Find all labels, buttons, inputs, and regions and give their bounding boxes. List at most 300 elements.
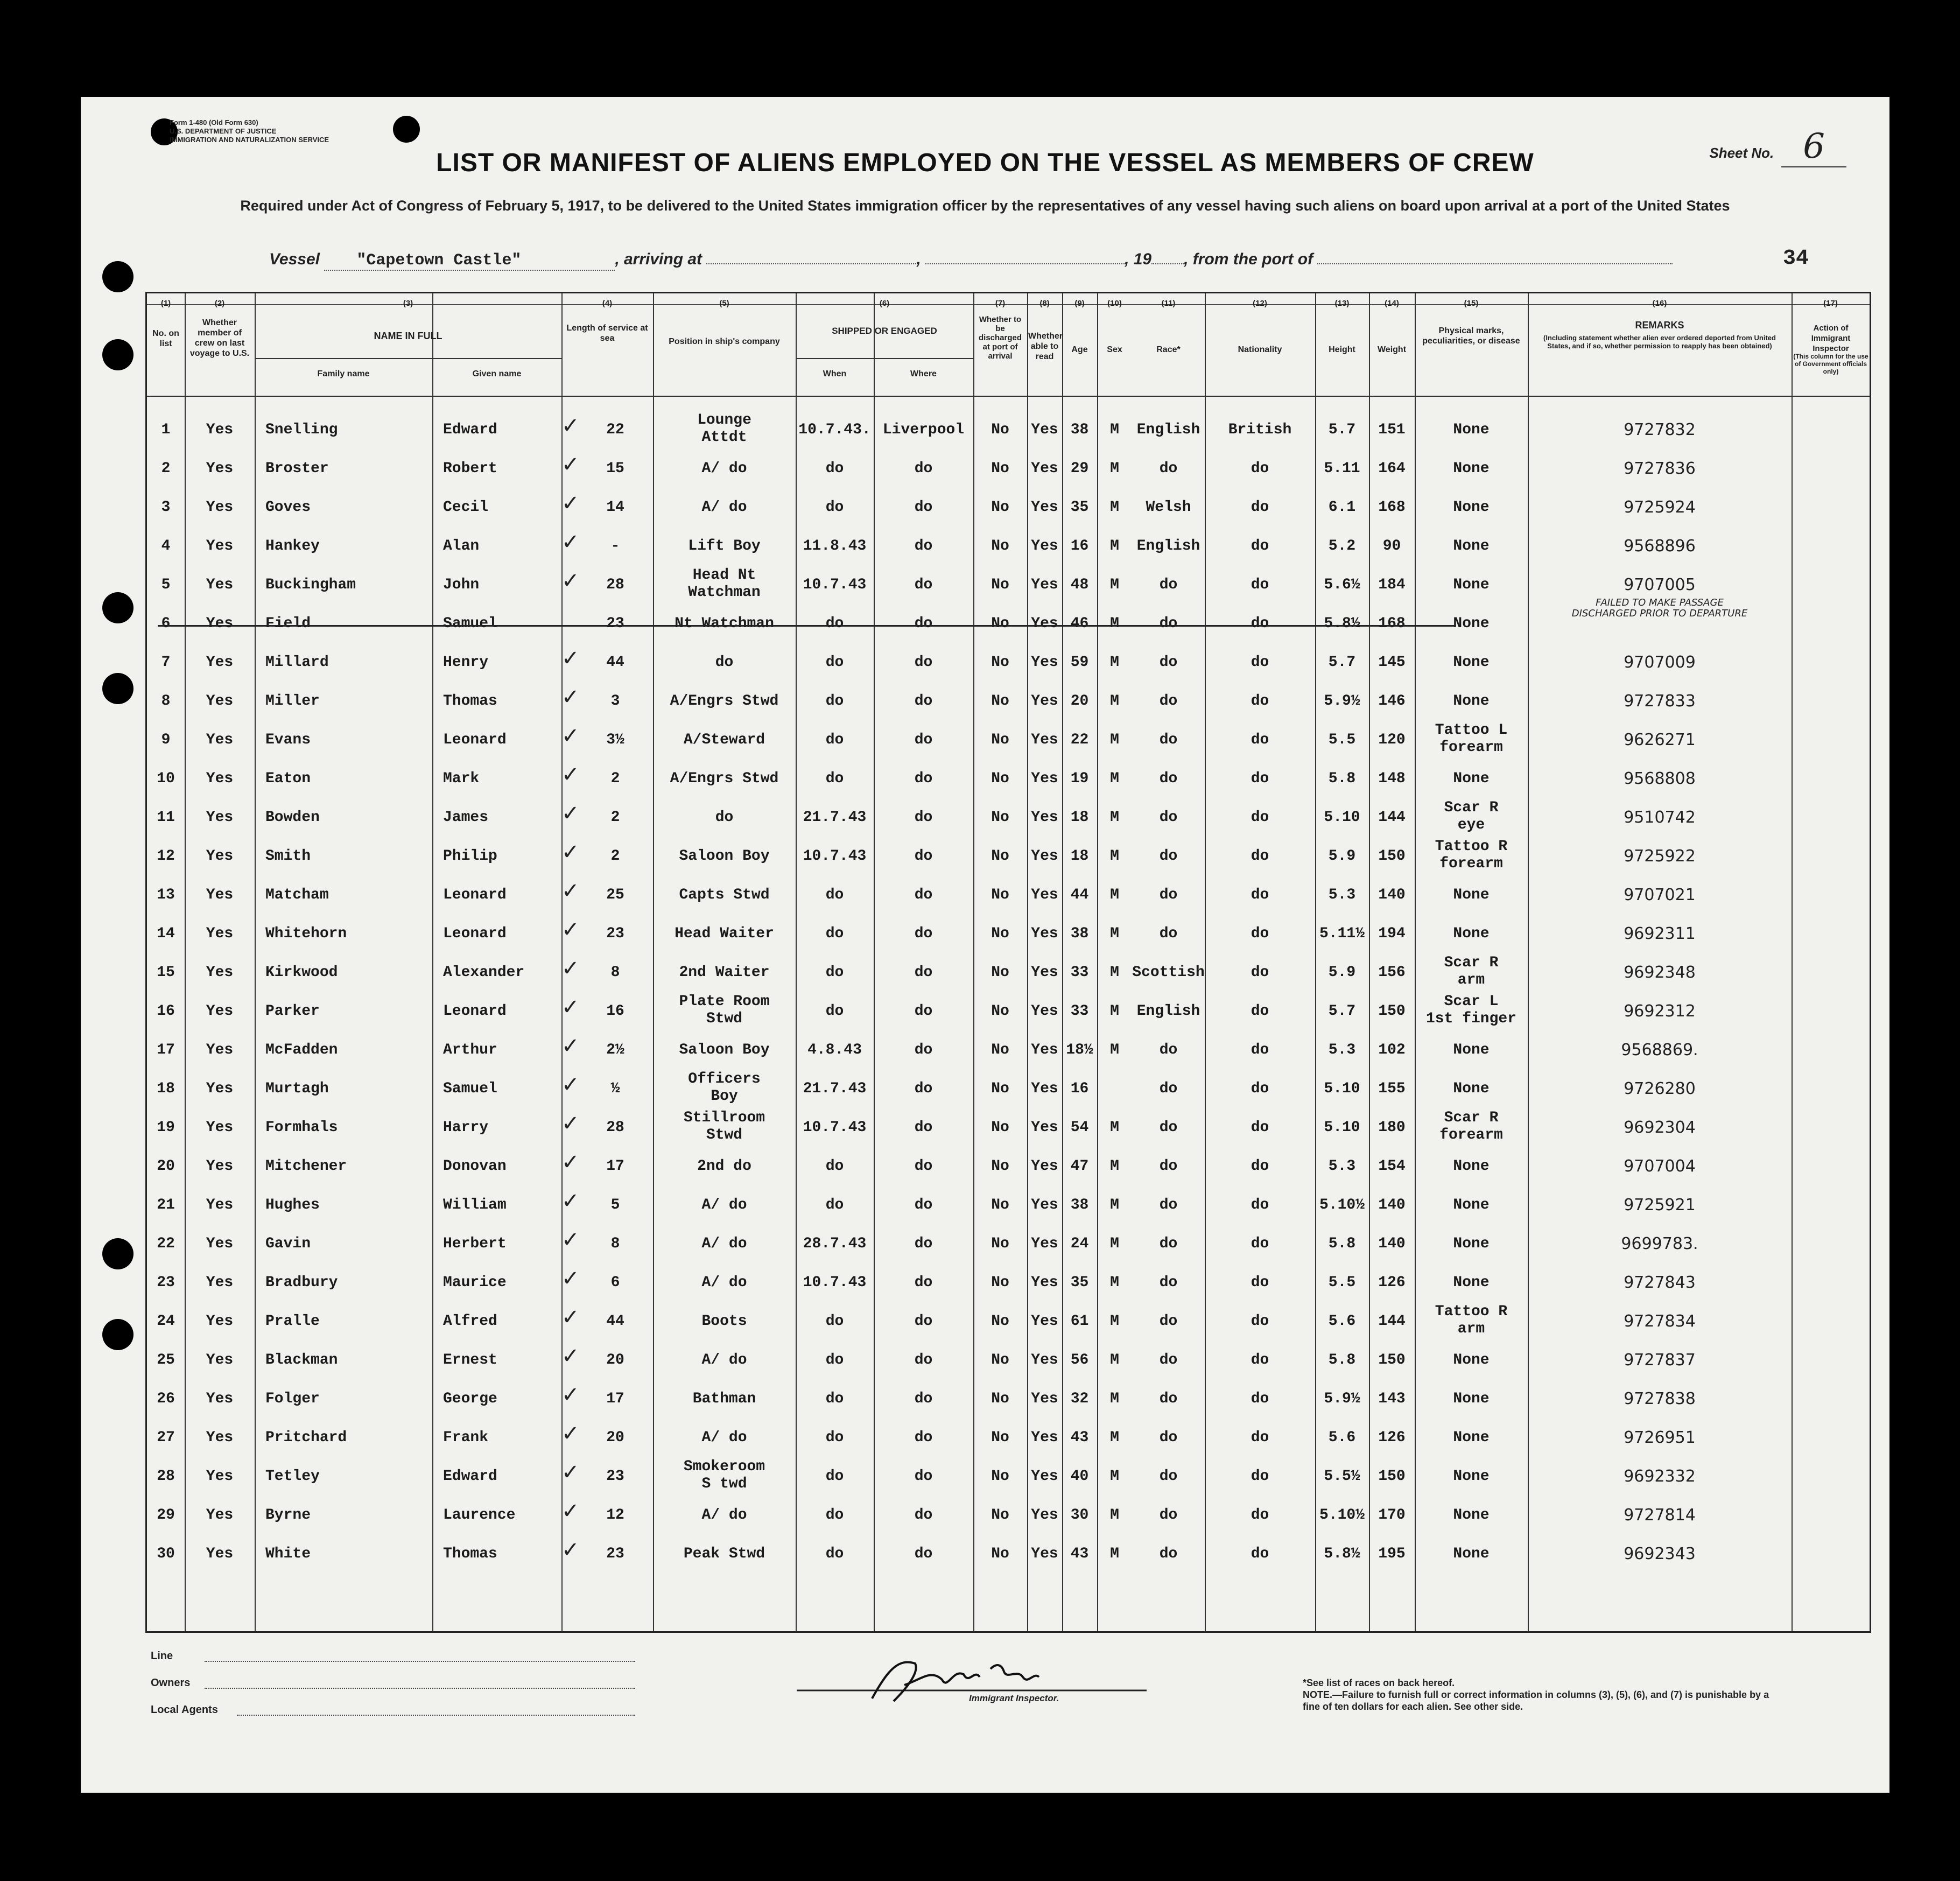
table-row (147, 489, 1870, 528)
cell-sex (1097, 1507, 1132, 1524)
cell-text: 5.10 (1324, 1080, 1360, 1097)
cell-text: 5.7 (1328, 1003, 1356, 1020)
cell-text: Head Waiter (675, 925, 774, 942)
cell-sex (1097, 1313, 1132, 1330)
cell-read (1027, 770, 1062, 788)
cell-discharged (973, 615, 1027, 633)
column-number: (8) (1039, 299, 1050, 308)
cell-text: 29 (1070, 460, 1089, 477)
cell-text: 8 (610, 1236, 620, 1252)
cell-where (874, 1507, 973, 1524)
cell-text: 9725921 (1624, 1196, 1696, 1215)
cell-member (185, 538, 255, 555)
cell-discharged (973, 1468, 1027, 1485)
cell-text: Harry (443, 1119, 489, 1136)
cell-text: forearm (1439, 739, 1503, 756)
cell-member (185, 460, 255, 478)
check-mark: ✓ (561, 1150, 580, 1175)
cell-text: No (991, 887, 1009, 903)
cell-text: do (1159, 887, 1178, 903)
cell-weight (1369, 1468, 1415, 1485)
check-mark: ✓ (561, 1344, 580, 1368)
table-row (147, 1536, 1870, 1575)
cell-when (796, 654, 874, 671)
cell-text: None (1453, 538, 1490, 555)
binder-hole (102, 1319, 134, 1350)
cell-where (874, 925, 973, 943)
cell-read (1027, 848, 1062, 865)
cell-given (432, 1352, 561, 1369)
cell-text: None (1453, 422, 1490, 438)
arriving-blank (706, 263, 916, 264)
cell-given (432, 654, 561, 671)
cell-text: Stillroom (683, 1110, 765, 1126)
cell-race (1132, 499, 1205, 516)
cell-no (147, 460, 185, 478)
cell-weight (1369, 422, 1415, 439)
cell-sex (1097, 693, 1132, 710)
cell-marks (1415, 1429, 1528, 1447)
cell-age (1062, 1468, 1097, 1485)
cell-nationality (1205, 770, 1315, 788)
cell-age (1062, 1119, 1097, 1136)
cell-given (432, 925, 561, 943)
cell-discharged (973, 925, 1027, 943)
cell-text: Pralle (265, 1313, 320, 1330)
cell-given (432, 538, 561, 555)
cell-age (1062, 693, 1097, 710)
cell-text: 35 (1070, 1274, 1089, 1291)
cell-text: Snelling (265, 422, 338, 438)
cell-member (185, 499, 255, 516)
form-header (170, 118, 396, 144)
cell-text: 180 (1378, 1119, 1406, 1136)
cell-race (1132, 1003, 1205, 1020)
cell-where (874, 1274, 973, 1292)
cell-text: do (1159, 1468, 1178, 1485)
cell-text: do (825, 1003, 844, 1020)
cell-text: M (1110, 964, 1119, 981)
cell-height (1315, 925, 1369, 943)
cell-text: do (914, 925, 933, 942)
cell-height (1315, 964, 1369, 981)
cell-text: 54 (1070, 1119, 1089, 1136)
cell-text: 5.10 (1324, 809, 1360, 826)
cell-family (255, 1119, 432, 1136)
cell-text: Nt Watchman (675, 615, 774, 632)
cell-text: Tattoo L (1435, 722, 1508, 739)
cell-text: do (1159, 732, 1178, 748)
column-number: (7) (995, 299, 1006, 308)
check-mark: ✓ (561, 724, 580, 748)
cell-race (1132, 1042, 1205, 1059)
cell-marks (1415, 722, 1528, 756)
cell-text: do (825, 693, 844, 710)
cell-text: No (991, 1158, 1009, 1175)
cell-text: Attdt (701, 429, 747, 446)
cell-given (432, 1158, 561, 1175)
cell-text: 9707004 (1624, 1157, 1696, 1176)
cell-text: do (914, 1274, 933, 1291)
cell-sex (1097, 460, 1132, 478)
cell-text: Yes (1031, 925, 1058, 942)
cell-text: 9692312 (1624, 1002, 1696, 1021)
cell-text: M (1110, 1119, 1119, 1136)
cell-no (147, 1003, 185, 1020)
cell-nationality (1205, 460, 1315, 478)
cell-weight (1369, 925, 1415, 943)
cell-text: M (1110, 1429, 1119, 1446)
cell-text: M (1110, 460, 1119, 477)
cell-text: Yes (1031, 615, 1058, 632)
cell-length (578, 422, 653, 439)
cell-text: 5.10½ (1319, 1507, 1365, 1524)
cell-where (874, 1546, 973, 1563)
cell-age (1062, 577, 1097, 594)
cell-read (1027, 1042, 1062, 1059)
cell-text: do (1251, 1391, 1269, 1407)
cell-text: M (1110, 1352, 1119, 1368)
cell-discharged (973, 1313, 1027, 1330)
cell-height (1315, 809, 1369, 826)
cell-text: A/ do (701, 1507, 747, 1524)
cell-text: do (1159, 1352, 1178, 1368)
cell-race (1132, 1429, 1205, 1447)
cell-text: Yes (1031, 1080, 1058, 1097)
cell-position (653, 1313, 796, 1330)
cell-text: No (991, 1197, 1009, 1213)
cell-text: No (991, 538, 1009, 555)
cell-text: None (1453, 1158, 1490, 1175)
cell-text: Yes (206, 615, 234, 632)
cell-text: Bowden (265, 809, 320, 826)
cell-text: Yes (1031, 1003, 1058, 1020)
table-row (147, 1148, 1870, 1187)
cell-sex (1097, 1197, 1132, 1214)
cell-text: 16 (1070, 1080, 1089, 1097)
owners-blank (205, 1688, 635, 1689)
cell-text: do (914, 1042, 933, 1058)
cell-text: Yes (1031, 1507, 1058, 1524)
cell-text: 9692311 (1624, 924, 1696, 943)
cell-text: Yes (206, 1274, 234, 1291)
cell-text: M (1110, 1468, 1119, 1485)
cell-text: M (1110, 693, 1119, 710)
cell-discharged (973, 1042, 1027, 1059)
year-blank (1151, 263, 1184, 264)
cell-text: 144 (1378, 1313, 1406, 1330)
cell-height (1315, 460, 1369, 478)
cell-text: 5.8½ (1324, 1546, 1360, 1562)
cell-text: do (825, 460, 844, 477)
cell-text: No (991, 1119, 1009, 1136)
cell-sex (1097, 848, 1132, 865)
cell-family (255, 422, 432, 439)
cell-nationality (1205, 1352, 1315, 1369)
cell-text: Yes (1031, 1352, 1058, 1368)
cell-text: do (914, 770, 933, 787)
table-row (147, 1032, 1870, 1071)
cell-text: do (1159, 693, 1178, 710)
cell-race (1132, 693, 1205, 710)
cell-length (578, 460, 653, 478)
cell-position (653, 693, 796, 710)
cell-discharged (973, 1274, 1027, 1292)
cell-text: do (914, 1546, 933, 1562)
cell-text: 168 (1378, 499, 1406, 516)
cell-read (1027, 1507, 1062, 1524)
cell-given (432, 1429, 561, 1447)
cell-text: No (991, 615, 1009, 632)
cell-member (185, 577, 255, 594)
cell-text: No (991, 1429, 1009, 1446)
cell-given (432, 1313, 561, 1330)
cell-text: 2 (610, 848, 620, 865)
cell-when (796, 1003, 874, 1020)
cell-remarks (1528, 1391, 1792, 1408)
cell-text: do (825, 1429, 844, 1446)
cell-text: 148 (1378, 770, 1406, 787)
cell-text: Smith (265, 848, 311, 865)
cell-length (578, 1158, 653, 1175)
check-mark: ✓ (561, 840, 580, 865)
cell-length (578, 1119, 653, 1136)
cell-text: 170 (1378, 1507, 1406, 1524)
cell-text: No (991, 1352, 1009, 1368)
form-number: Form 1-480 (Old Form 630) (170, 118, 258, 127)
column-header: Physical marks, peculiarities, or disease (1422, 326, 1520, 346)
cell-text: 9727836 (1624, 459, 1696, 478)
cell-text: Yes (206, 654, 234, 671)
cell-text: None (1453, 925, 1490, 942)
cell-family (255, 460, 432, 478)
cell-text: None (1453, 1042, 1490, 1058)
cell-text: 194 (1378, 925, 1406, 942)
cell-remarks (1528, 925, 1792, 943)
cell-no (147, 1391, 185, 1408)
cell-nationality (1205, 925, 1315, 943)
check-mark: ✓ (561, 801, 580, 826)
cell-text: 1 (161, 422, 171, 438)
cell-weight (1369, 460, 1415, 478)
cell-race (1132, 964, 1205, 981)
cell-given (432, 1119, 561, 1136)
cell-where (874, 1236, 973, 1253)
cell-text: M (1110, 1274, 1119, 1291)
cell-position (653, 412, 796, 446)
cell-text: Byrne (265, 1507, 311, 1524)
cell-no (147, 732, 185, 749)
cell-text: Scottish (1132, 964, 1205, 981)
cell-text: 150 (1378, 848, 1406, 865)
cell-when (796, 1042, 874, 1059)
cell-text: Ernest (443, 1352, 497, 1368)
cell-length (578, 1468, 653, 1485)
cell-remarks (1528, 1546, 1792, 1563)
cell-family (255, 1352, 432, 1369)
cell-text: Yes (206, 1042, 234, 1058)
cell-text: Yes (1031, 964, 1058, 981)
cell-sex (1097, 1274, 1132, 1292)
cell-remarks (1528, 732, 1792, 749)
cell-text: William (443, 1197, 507, 1213)
cell-text: Mitchener (265, 1158, 347, 1175)
cell-text: None (1453, 654, 1490, 671)
cell-race (1132, 1546, 1205, 1563)
cell-text: Yes (206, 538, 234, 555)
cell-discharged (973, 1197, 1027, 1214)
cell-race (1132, 1352, 1205, 1369)
cell-text: Yes (206, 1119, 234, 1136)
cell-text: do (1251, 848, 1269, 865)
cell-text: Maurice (443, 1274, 507, 1291)
cell-marks (1415, 499, 1528, 516)
cell-text: Scar R (1444, 799, 1499, 816)
cell-text: Peak Stwd (683, 1546, 765, 1562)
check-mark: ✓ (561, 1266, 580, 1291)
cell-text: Yes (1031, 1236, 1058, 1252)
cell-given (432, 1391, 561, 1408)
cell-discharged (973, 1080, 1027, 1098)
cell-where (874, 848, 973, 865)
cell-text: M (1110, 1197, 1119, 1213)
column-header: Age (1071, 345, 1088, 354)
cell-text: Buckingham (265, 577, 356, 593)
cell-text: A/ do (701, 460, 747, 477)
cell-text: 3 (161, 499, 171, 516)
cell-member (185, 1313, 255, 1330)
cell-text: No (991, 925, 1009, 942)
cell-text: No (991, 770, 1009, 787)
cell-when (796, 1236, 874, 1253)
cell-text: 14 (606, 499, 624, 516)
cell-text: Edward (443, 422, 497, 438)
cell-weight (1369, 809, 1415, 826)
cell-text: do (1159, 577, 1178, 593)
cell-where (874, 1468, 973, 1485)
cell-text: 16 (1070, 538, 1089, 555)
cell-text: 150 (1378, 1468, 1406, 1485)
check-mark: ✓ (561, 452, 580, 477)
cell-text: M (1110, 422, 1119, 438)
cell-text: 5.6 (1328, 1313, 1356, 1330)
cell-discharged (973, 1119, 1027, 1136)
cell-read (1027, 654, 1062, 671)
cell-text: 11.8.43 (803, 538, 867, 555)
cell-text: do (1251, 1429, 1269, 1446)
cell-text: do (1159, 848, 1178, 865)
cell-when (796, 1197, 874, 1214)
column-header: Race* (1156, 345, 1181, 354)
cell-text: Yes (206, 1158, 234, 1175)
vessel-label: Vessel (269, 250, 320, 268)
cell-text: - (610, 538, 620, 555)
cell-sex (1097, 1003, 1132, 1020)
footer-fields (151, 1650, 689, 1725)
cell-marks (1415, 993, 1528, 1028)
cell-text: Pritchard (265, 1429, 347, 1446)
cell-given (432, 1042, 561, 1059)
cell-marks (1415, 577, 1528, 594)
cell-text: No (991, 499, 1009, 516)
cell-family (255, 809, 432, 826)
cell-height (1315, 499, 1369, 516)
cell-position (653, 1352, 796, 1369)
table-row (147, 761, 1870, 799)
cell-text: do (825, 732, 844, 748)
cell-where (874, 693, 973, 710)
column-number: (12) (1253, 299, 1267, 308)
cell-when (796, 1468, 874, 1485)
cell-text: 9699783. (1621, 1234, 1698, 1253)
cell-text: forearm (1439, 855, 1503, 872)
cell-text: 18 (1070, 809, 1089, 826)
cell-remarks (1528, 577, 1792, 594)
column-number: (10) (1107, 299, 1122, 308)
cell-position (653, 1236, 796, 1253)
cell-weight (1369, 577, 1415, 594)
cell-where (874, 887, 973, 904)
cell-marks (1415, 538, 1528, 555)
cell-text: do (1251, 925, 1269, 942)
cell-text: 14 (157, 925, 175, 942)
cell-read (1027, 577, 1062, 594)
cell-given (432, 1197, 561, 1214)
cell-text: do (1159, 1313, 1178, 1330)
column-header: NAME IN FULL (374, 331, 442, 341)
cell-member (185, 693, 255, 710)
cell-position (653, 460, 796, 478)
cell-nationality (1205, 1236, 1315, 1253)
cell-discharged (973, 887, 1027, 904)
cell-discharged (973, 770, 1027, 788)
cell-weight (1369, 964, 1415, 981)
cell-family (255, 1158, 432, 1175)
table-row (147, 993, 1870, 1032)
cell-text: do (1159, 1197, 1178, 1213)
cell-text: Saloon Boy (679, 1042, 770, 1058)
cell-text: Head Nt (692, 567, 756, 584)
cell-text: A/ do (701, 1429, 747, 1446)
column-header: (This column for the use of Government officials only) (1793, 353, 1868, 375)
cell-text: A/Engrs Stwd (670, 693, 779, 710)
column-header: Where (910, 369, 937, 378)
cell-text: 5.10 (1324, 1119, 1360, 1136)
cell-text: 151 (1378, 422, 1406, 438)
cell-text: do (1159, 1080, 1178, 1097)
cell-height (1315, 1546, 1369, 1563)
cell-text: None (1453, 1429, 1490, 1446)
cell-position (653, 1391, 796, 1408)
cell-text: do (1159, 1119, 1178, 1136)
cell-text: No (991, 1042, 1009, 1058)
cell-text: Thomas (443, 693, 497, 710)
cell-nationality (1205, 1080, 1315, 1098)
cell-length (578, 848, 653, 865)
cell-text: 18 (157, 1080, 175, 1097)
cell-text: do (1159, 770, 1178, 787)
cell-length (578, 577, 653, 594)
cell-text: 195 (1378, 1546, 1406, 1562)
cell-text: 90 (1382, 538, 1401, 555)
cell-text: M (1110, 1546, 1119, 1562)
cell-member (185, 1274, 255, 1292)
cell-text: 9727814 (1624, 1506, 1696, 1525)
cell-text: Yes (206, 1352, 234, 1368)
cell-marks (1415, 422, 1528, 439)
cell-marks (1415, 654, 1528, 671)
cell-weight (1369, 1197, 1415, 1214)
